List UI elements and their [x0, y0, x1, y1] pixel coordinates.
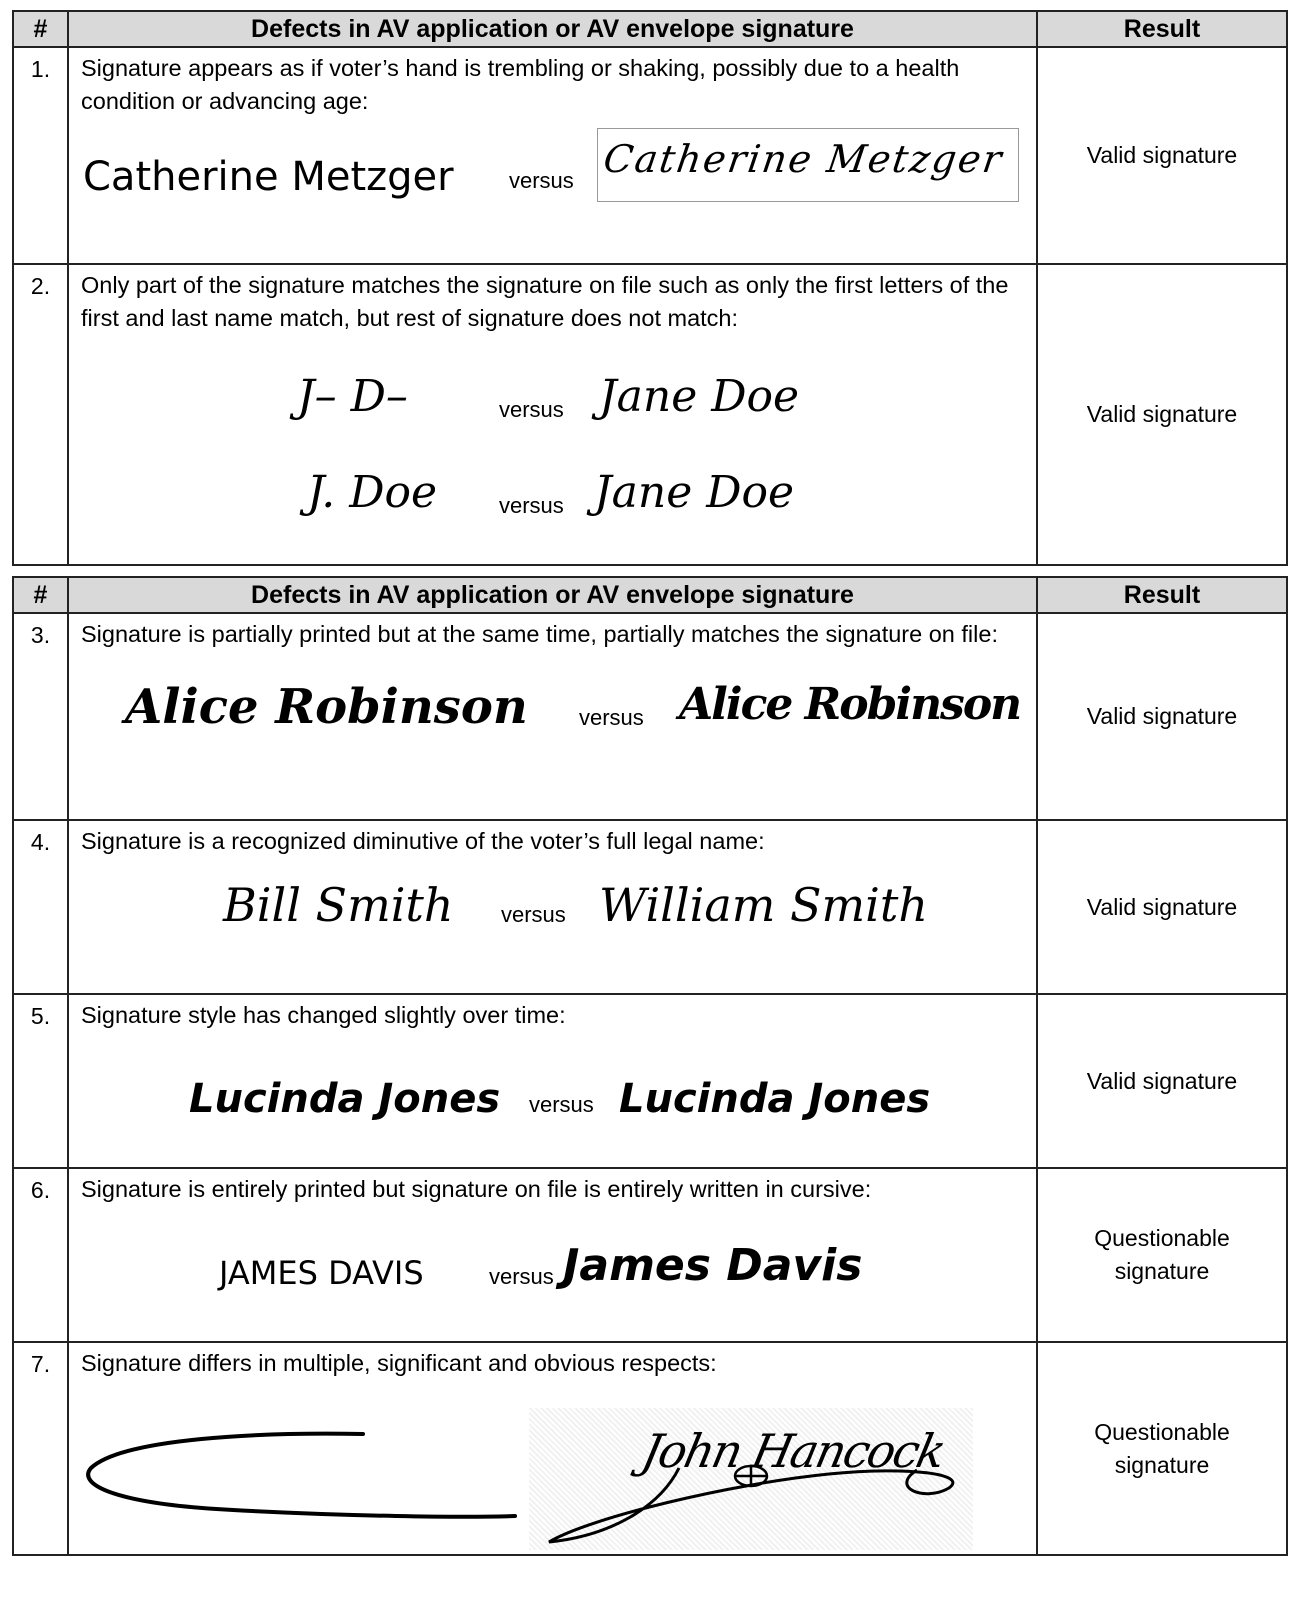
row-number: 6.	[13, 1168, 68, 1342]
result-cell: Valid signature	[1037, 820, 1287, 994]
result-cell: Valid signature	[1037, 613, 1287, 820]
versus-label: versus	[489, 1264, 554, 1289]
versus-label: versus	[501, 902, 566, 927]
table-header-row	[13, 11, 1287, 47]
versus-label: versus	[529, 1092, 594, 1117]
signature-sample: J. Doe	[307, 467, 438, 518]
defect-cell	[68, 1342, 1037, 1555]
defect-cell	[68, 994, 1037, 1168]
defect-description: Signature differs in multiple, significant and obvious respects:	[81, 1350, 717, 1376]
result-cell: Valid signature	[1037, 264, 1287, 565]
signature-comparison	[69, 1206, 1036, 1336]
versus-label: versus	[499, 397, 564, 422]
table-row	[13, 820, 1287, 994]
row-number: 4.	[13, 820, 68, 994]
signature-comparison	[69, 118, 1036, 258]
signature-comparison	[69, 651, 1036, 781]
defect-description: Signature is a recognized diminutive of the voter’s full legal name:	[81, 828, 765, 854]
row-number: 2.	[13, 264, 68, 565]
signature-sample: Alice Robinson	[125, 679, 528, 735]
defect-cell	[68, 47, 1037, 264]
defect-description: Signature style has changed slightly over time:	[81, 1002, 566, 1028]
result-line: signature	[1114, 1451, 1210, 1478]
row-number: 3.	[13, 613, 68, 820]
signature-on-file: Jane Doe	[599, 371, 800, 422]
header-result: Result	[1037, 11, 1287, 47]
signature-comparison	[69, 1032, 1036, 1162]
defect-cell	[68, 613, 1037, 820]
defect-description: Signature appears as if voter’s hand is trembling or shaking, possibly due to a health condition or advancing age:	[81, 55, 960, 114]
result-line: signature	[1114, 1258, 1210, 1284]
signature-sample: Lucinda Jones	[189, 1076, 501, 1122]
signature-on-file-image	[529, 1408, 973, 1550]
signature-on-file: Lucinda Jones	[619, 1076, 931, 1122]
table-row	[13, 1342, 1287, 1555]
header-result: Result	[1037, 577, 1287, 613]
signature-on-file: John Hancock	[637, 1424, 950, 1478]
signature-sample: JAMES DAVIS	[219, 1254, 424, 1292]
header-num: #	[13, 11, 68, 47]
signature-comparison	[69, 858, 1036, 988]
table-row	[13, 613, 1287, 820]
signature-table-1	[12, 10, 1288, 566]
result-cell: Valid signature	[1037, 994, 1287, 1168]
table-header-row	[13, 577, 1287, 613]
versus-label: versus	[509, 168, 574, 193]
table-row	[13, 994, 1287, 1168]
signature-on-file: Jane Doe	[594, 467, 795, 518]
signature-table-2	[12, 576, 1288, 1556]
signature-on-file: Catherine Metzger	[600, 137, 1007, 181]
signature-sample: Bill Smith	[223, 878, 454, 932]
signature-comparison	[69, 1380, 1036, 1550]
defect-description: Only part of the signature matches the signature on file such as only the first letters of the first and last name match, but rest of signature does not match:	[81, 272, 1009, 331]
defect-cell	[68, 820, 1037, 994]
result-line: Questionable	[1094, 1418, 1230, 1445]
signature-on-file: Alice Robinson	[679, 679, 1021, 730]
signature-sample: J– D–	[297, 371, 408, 422]
row-number: 7.	[13, 1342, 68, 1555]
header-defects: Defects in AV application or AV envelope signature	[68, 11, 1037, 47]
result-cell	[1037, 1342, 1287, 1555]
table-row	[13, 47, 1287, 264]
signature-flourish	[529, 1408, 973, 1550]
signature-on-file-image	[597, 128, 1019, 202]
signature-on-file: William Smith	[599, 878, 928, 932]
versus-label: versus	[579, 705, 644, 730]
signature-sample: Catherine Metzger	[83, 154, 454, 200]
table-row	[13, 264, 1287, 565]
signature-on-file: James Davis	[563, 1240, 863, 1291]
defect-cell	[68, 264, 1037, 565]
result-cell: Valid signature	[1037, 47, 1287, 264]
signature-sample-scribble	[83, 1420, 523, 1530]
versus-label: versus	[499, 493, 564, 518]
defect-description: Signature is entirely printed but signature on file is entirely written in cursive:	[81, 1176, 872, 1202]
result-line: Questionable	[1094, 1225, 1230, 1251]
defect-cell	[68, 1168, 1037, 1342]
table-row	[13, 1168, 1287, 1342]
result-cell	[1037, 1168, 1287, 1342]
defect-description: Signature is partially printed but at the same time, partially matches the signature on file:	[81, 621, 998, 647]
header-defects: Defects in AV application or AV envelope signature	[68, 577, 1037, 613]
header-num: #	[13, 577, 68, 613]
row-number: 1.	[13, 47, 68, 264]
row-number: 5.	[13, 994, 68, 1168]
signature-comparison	[69, 335, 1036, 560]
